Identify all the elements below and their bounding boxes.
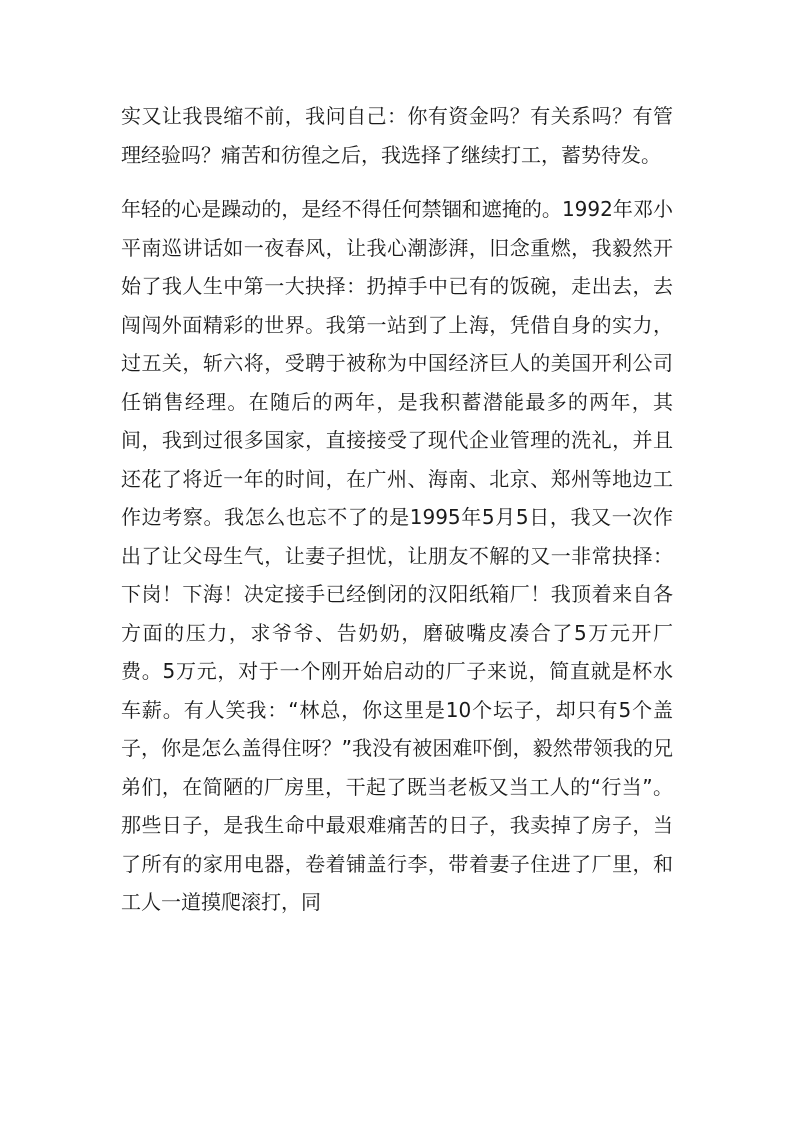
paragraph-2: 年轻的心是躁动的，是经不得任何禁锢和遮掩的。1992年邓小平南巡讲话如一夜春风，让我心潮澎湃，旧念重燃，我毅然开始了我人生中第一大抉择：扔掉手中已有的饭碗，走出去，去闯闯外面精彩的世界。我第一站到了上海，凭借自身的实力，过五关，斩六将，受聘于被称为中国经济巨人的美国开利公司任销售经理。在随后的两年，是我积蓄潜能最多的两年，其间，我到过很多国家，直接接受了现代企业管理的洗礼，并且还花了将近一年的时间，在广州、海南、北京、郑州等地边工作边考察。我怎么也忘不了的是1995年5月5日，我又一次作出了让父母生气，让妻子担忧，让朋友不解的又一非常抉择：下岗！下海！决定接手已经倒闭的汉阳纸箱厂！我顶着来自各方面的压力，求爷爷、告奶奶，磨破嘴皮凑合了5万元开厂费。5万元，对于一个刚开始启动的厂子来说，简直就是杯水车薪。有人笑我：“林总，你这里是10个坛子，却只有5个盖子，你是怎么盖得住呀？”我没有被困难吓倒，毅然带领我的兄弟们，在简陋的厂房里，干起了既当老板又当工人的“行当”。那些日子，是我生命中最艰难痛苦的日子，我卖掉了房子，当了所有的家用电器，卷着铺盖行李，带着妻子住进了厂里，和工人一道摸爬滚打，同 (121, 197, 673, 914)
paragraph-1: 实又让我畏缩不前，我问自己：你有资金吗？有关系吗？有管理经验吗？痛苦和彷徨之后，我选择了继续打工，蓄势待发。 (121, 104, 673, 167)
document-body (121, 97, 673, 922)
